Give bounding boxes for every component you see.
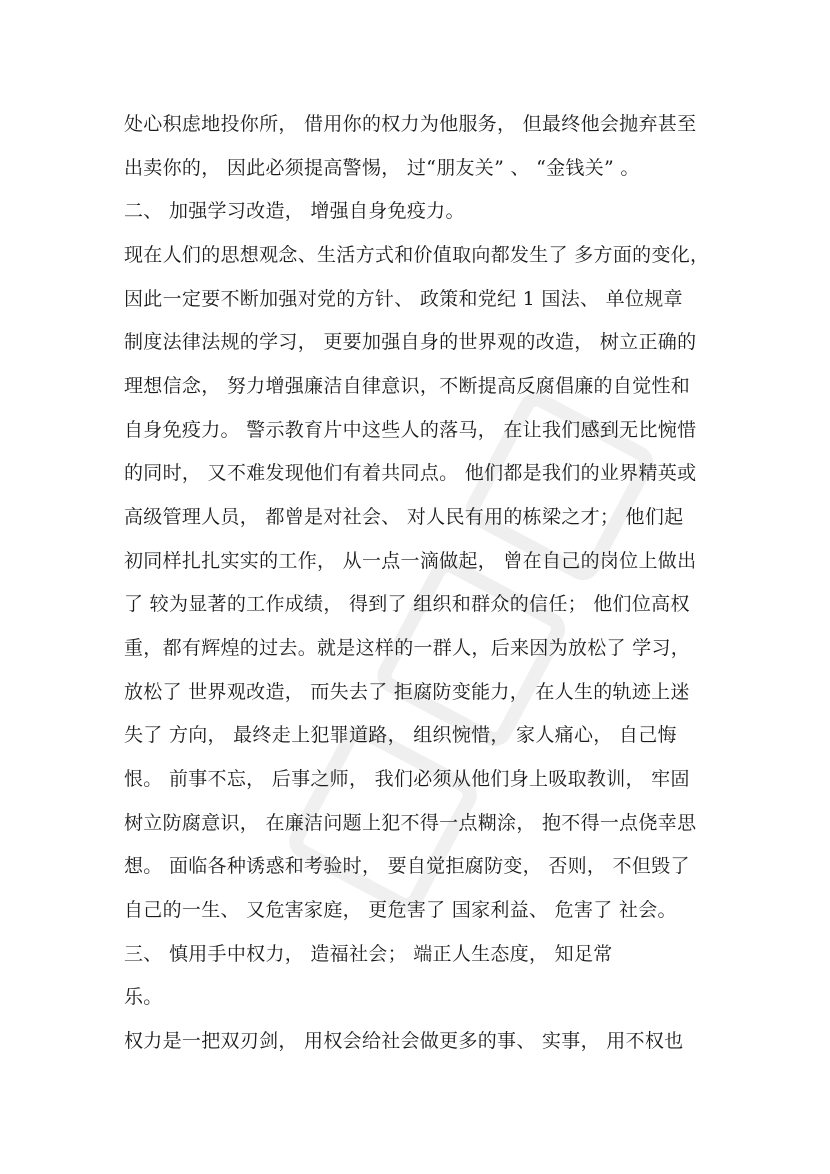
text-line: 理想信念， 努力增强廉洁自律意识，不断提高反腐倡廉的自觉性和 xyxy=(124,375,691,397)
text-line: 失了 方向， 最终走上犯罪道路， 组织惋惜， 家人痛心， 自己悔 xyxy=(124,724,677,746)
text-line: 权力是一把双刃剑， 用权会给社会做更多的事、 实事， 用不权也 xyxy=(124,1030,684,1052)
text-line: 制度法律法规的学习， 更要加强自身的世界观的改造， 树立正确的 xyxy=(124,331,697,353)
text-line: 放松了 世界观改造， 而失去了 拒腐防变能力， 在人生的轨迹上迷 xyxy=(124,681,690,703)
section-heading: 二、 加强学习改造， 增强自身免疫力。 xyxy=(124,200,465,222)
text-line: 想。 面临各种诱惑和考验时， 要自觉拒腐防变， 否则， 不但毁了 xyxy=(124,855,690,877)
text-line: 因此一定要不断加强对党的方针、 政策和党纪 1 国法、 单位规章 xyxy=(124,288,683,310)
text-line: 树立防腐意识， 在廉洁问题上犯不得一点糊涂， 抱不得一点侥幸思 xyxy=(124,812,697,834)
text-line: 出卖你的， 因此必须提高警惕， 过“朋友关” 、 “金钱关” 。 xyxy=(124,157,640,179)
text-line: 恨。 前事不忘， 后事之师， 我们必须从他们身上吸取教训， 牢固 xyxy=(124,768,690,790)
text-line: 自己的一生、 又危害家庭， 更危害了 国家利益、 危害了 社会。 xyxy=(124,899,677,921)
section-heading-continued: 乐。 xyxy=(124,986,163,1008)
text-line: 现在人们的思想观念、生活方式和价值取向都发生了 多方面的变化， xyxy=(124,244,710,266)
text-line: 初同样扎扎实实的工作， 从一点一滴做起， 曾在自己的岗位上做出 xyxy=(124,550,697,572)
text-line: 的同时， 又不难发现他们有着共同点。 他们都是我们的业界精英或 xyxy=(124,462,697,484)
text-line: 高级管理人员， 都曾是对社会、 对人民有用的栋梁之才； 他们起 xyxy=(124,506,684,528)
section-heading: 三、 慎用手中权力， 造福社会； 端正人生态度， 知足常 xyxy=(124,943,613,965)
text-line: 自身免疫力。 警示教育片中这些人的落马， 在让我们感到无比惋惜 xyxy=(124,419,697,441)
text-line: 重，都有辉煌的过去。就是这样的一群人，后来因为放松了 学习， xyxy=(124,637,691,659)
text-line: 了 较为显著的工作成绩， 得到了 组织和群众的信任； 他们位高权 xyxy=(124,593,690,615)
text-line: 处心积虑地投你所， 借用你的权力为他服务， 但最终他会抛弃甚至 xyxy=(124,113,697,135)
